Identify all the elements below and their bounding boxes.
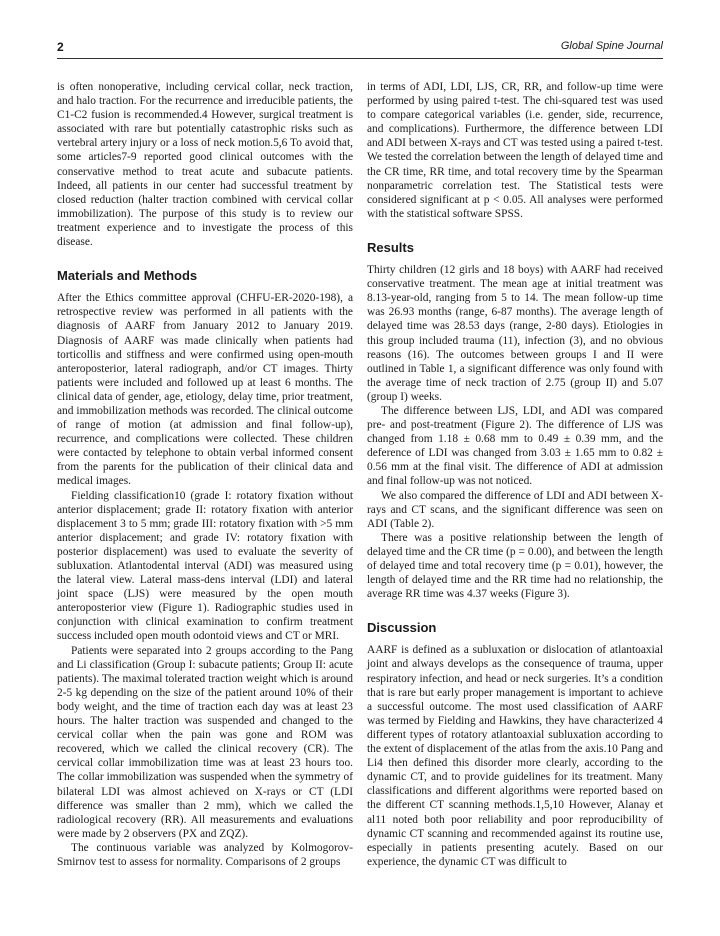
discussion-heading: Discussion bbox=[367, 620, 437, 636]
running-header bbox=[57, 40, 663, 58]
left-column bbox=[57, 80, 353, 869]
methods-paragraph: After the Ethics committee approval (CHFU-ER-2020-198), a retrospective review was performed in all patients with the diagnosis of AARF from January 2012 to January 2019. Diagnosis of AARF was made clinically when patients had torticollis and stiffness and were confirmed using open-mouth anteroposterior, lateral radiograph, and/or CT images. Thirty patients were included and followed up at least 6 months. The clinical data of gender, age, etiology, delay time, prior treatment, and immobilization methods was recorded. The clinical outcome of range of motion (at admission and final follow-up), recurrence, and complications were collected. These children were contacted by telephone to obtain verbal informed consent from the parents for the publication of their clinical data and medical images. bbox=[57, 292, 353, 488]
results-paragraph: There was a positive relationship between the length of delayed time and the CR time (p = 0.00), and between the length of delayed time and total recovery time (p = 0.01), however, the length of delayed time and the RR time had no relationship, the average RR time was 4.37 weeks (Figure 3). bbox=[367, 531, 663, 601]
results-paragraph: The difference between LJS, LDI, and ADI was compared pre- and post-treatment (Figure 2). The difference of LJS was changed from 1.18 ± 0.68 mm to 0.49 ± 0.39 mm, and the deference of LDI was changed from 3.03 ± 1.65 mm to 0.82 ± 0.56 mm at the final visit. The difference of ADI at admission and final follow-up was not noticed. bbox=[367, 404, 663, 488]
header-rule bbox=[57, 58, 663, 59]
methods-paragraph: Fielding classification10 (grade I: rotatory fixation without anterior displacement; grade II: rotatory fixation with anterior displacement 3 to 5 mm; grade III: rotatory fixation with >5 mm anterior displacement; and grade IV: rotatory fixation with posterior displacement) was used to evaluate the severity of subluxation. Atlantodental interval (ADI) was measured using the lateral view. Lateral mass-dens interval (LDI) and lateral joint space (LJS) were measured by the open mouth anteroposterior view (Figure 1). Radiographic studies used in conjunction with clinical examination to confirm treatment success included open mouth odontoid views and CT or MRI. bbox=[57, 489, 353, 643]
methods-heading: Materials and Methods bbox=[57, 268, 198, 284]
results-paragraph: We also compared the difference of LDI and ADI between X-rays and CT scans, and the significant difference was seen on ADI (Table 2). bbox=[367, 489, 663, 530]
methods-continued-paragraph: in terms of ADI, LDI, LJS, CR, RR, and follow-up time were performed by using paired t-test. The chi-squared test was used to compare categorical variables (i.e. gender, side, recurrence, and complications). Furthermore, the difference between LDI and ADI between X-rays and CT was tested using a paired t-test. We tested the correlation between the length of delayed time and the CR time, RR time, and total recovery time by the Spearman nonparametric correlation test. The Statistical tests were considered significant at p < 0.05. All analyses were performed with the statistical software SPSS. bbox=[367, 81, 663, 220]
right-column bbox=[367, 80, 663, 869]
results-heading: Results bbox=[367, 239, 414, 255]
results-paragraph: Thirty children (12 girls and 18 boys) with AARF had received conservative treatment. The mean age at initial treatment was 8.13-year-old, ranging from 5 to 14. The mean follow-up time was 26.93 months (range, 6-87 months). The average length of delayed time was 28.53 days (range, 2-80 days). Etiologies in this group included trauma (11), infection (3), and no obvious reasons (16). The outcomes between groups I and II were outlined in Table 1, a significant difference was only found with the average time of neck traction of 2.75 (group II) and 5.07 (group I) weeks. bbox=[367, 264, 663, 403]
methods-paragraph: The continuous variable was analyzed by Kolmogorov-Smirnov test to assess for normality. Comparisons of 2 groups bbox=[57, 841, 353, 868]
discussion-paragraph: AARF is defined as a subluxation or dislocation of atlantoaxial joint and always develops as the consequence of trauma, upper respiratory infection, and head or neck surgeries. It’s a condition that is rare but early proper management is important to achieve a successful outcome. The most used classification of AARF was termed by Fielding and Hawkins, they have characterized 4 different types of rotatory atlantoaxial subluxation according to the extent of displacement of the atlas from the axis.10 Pang and Li4 then defined this disorder more clearly, according to the dynamic CT, and to provide guidelines for its treatment. Many classifications and different algorithms were reported based on the different CT scanning methods.1,5,10 However, Alanay et al11 noted both poor reliability and poor reproducibility of dynamic CT scanning and recommended against its routine use, especially in patients presenting acutely. Based on our experience, the dynamic CT was difficult to bbox=[367, 644, 663, 868]
page-number: 2 bbox=[57, 40, 64, 54]
intro-paragraph: is often nonoperative, including cervical collar, neck traction, and halo traction. For the recurrence and irreducible patients, the C1-C2 fusion is recommended.4 However, surgical treatment is associated with rare but potentially catastrophic risks such as vertebral artery injury or a loss of neck motion.5,6 To avoid that, some articles7-9 reported good clinical outcomes with the conservative method to treat acute and subacute patients. Indeed, all patients in our center had successful treatment by closed reduction (halter traction combined with cervical collar immobilization). The purpose of this study is to review our treatment experience and to investigate the process of this disease. bbox=[57, 81, 353, 249]
methods-paragraph: Patients were separated into 2 groups according to the Pang and Li classification (Group I: subacute patients; Group II: acute patients). The maximal tolerated traction weight which is around 2-5 kg depending on the size of the patient around 10% of their body weight, and the time of traction each day was at least 23 hours. The halter traction was suspended and changed to the cervical collar when the pain was gone and ROM was recovered, which we called the clinical recovery (CR). The cervical collar immobilization time was at least 23 hours too. The collar immobilization was suspended when the symmetry of bilateral LDI was almost achieved on X-rays or CT (LDI difference was smaller than 2 mm), which we called the radiological recovery (RR). All measurements and evaluations were made by 2 observers (PX and ZQZ). bbox=[57, 644, 353, 840]
journal-title: Global Spine Journal bbox=[560, 40, 663, 52]
